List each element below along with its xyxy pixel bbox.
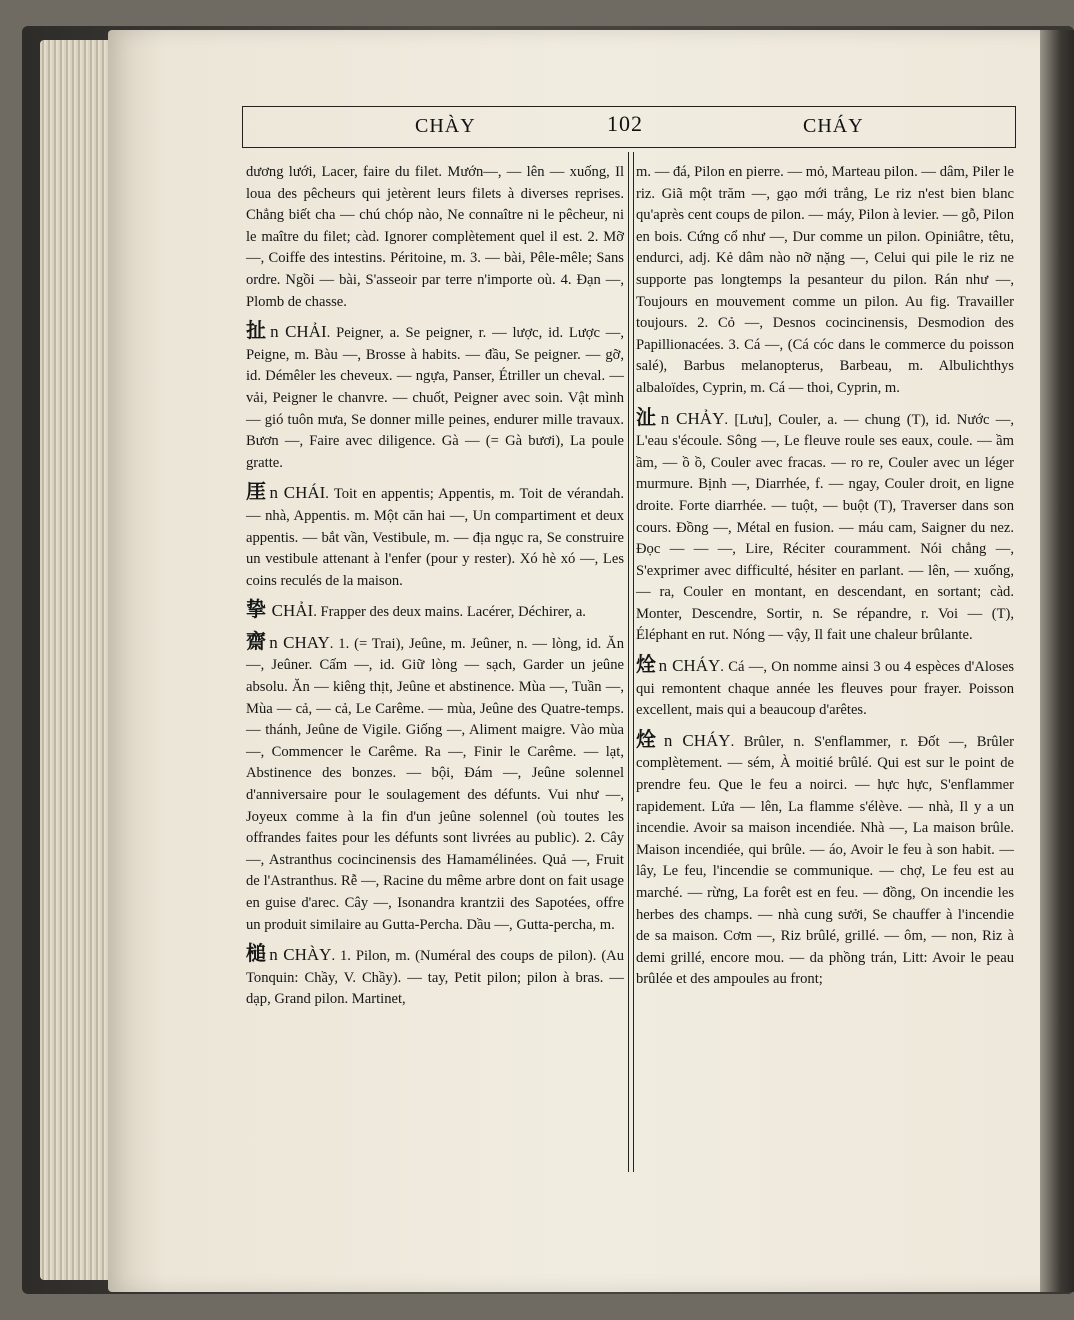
han-character: 烇 <box>636 728 662 751</box>
dictionary-entry <box>636 655 1014 722</box>
entry-headword: n CHẢY <box>660 408 725 428</box>
dictionary-entry <box>636 730 1014 991</box>
entry-headword: n CHÁY <box>658 656 721 676</box>
entry-headword: n CHÀY <box>269 945 332 965</box>
dictionary-entry <box>246 632 624 936</box>
dictionary-entry <box>246 600 624 624</box>
dictionary-entry <box>636 162 1014 400</box>
entry-text: . Frapper des deux mains. Lacérer, Déchirer, a. <box>313 604 586 621</box>
dictionary-entry <box>246 482 624 592</box>
dictionary-entry <box>246 944 624 1011</box>
entry-headword: n CHAY <box>269 632 330 652</box>
entry-text: m. — đá, Pilon en pierre. — mỏ, Marteau pilon. — dâm, Piler le riz. Giã một trăm —, gạo mới trắng, Le riz n'est bien blanc qu'après cent coups de pilon. — máy, Pilon à levier. — gỗ, Pilon en bois. Cứng cổ như —, Dur comme un pilon. Opiniâtre, têtu, endurci, adj. Kẻ dâm nào nỡ nặng —, Celui qui pile le riz ne supporte pas longtemps la pesanteur du pilon. Rán như —, Toujours en mouvement comme un pilon. Au fig. Travailler toujours. 2. Cỏ —, Desnos cocincinensis, Desmodion des Papillionacées. 3. Cá —, (Cá cóc dans le commerce du poisson salé), Barbus melanopterus, Barbeau, m. Albulichthys albaloïdes, Cyprin, m. Cá — thoi, Cyprin, m. <box>636 164 1014 396</box>
entry-text: . Cá —, On nomme ainsi 3 ou 4 espèces d'Aloses qui remontent chaque année les fleuves pour frayer. Poisson excellent, mais qui a beaucoup d'arêtes. <box>636 659 1015 719</box>
left-column <box>246 162 624 1011</box>
header-left-word: CHÀY <box>415 115 476 137</box>
page-shadow <box>1040 30 1074 1292</box>
page-number: 102 <box>607 111 643 136</box>
han-character: 挚 <box>246 599 266 622</box>
entry-headword: CHẢI <box>271 601 314 621</box>
right-column <box>636 162 1014 991</box>
entry-headword: n CHÁY <box>663 730 731 750</box>
entry-text: . 1. (= Trai), Jeûne, m. Jeûner, n. — lòng, id. Ăn —, Jeûner. Cấm —, id. Giữ lòng — sạch, Garder un jeûne absolu. Ăn — kiêng thịt, Jeûne et abstinence. Mùa —, Tuần —, Mùa — cả, — cả, Le Carême. — mùa, Jeûne des Quatre-temps. — thánh, Jeûne de Vigile. Giống —, Aliment maigre. Vào mùa —, Commencer le Carême. Ra —, Finir le Carême. — lạt, Abstinence des bonzes. — bội, Đám —, Jeûne solennel d'anniversaire pour le soulagement des défunts. Vui như —, Joyeux comme à la fin d'un jeûne solennel (où toutes les offrandes faites pour les défunts sont livrées au public). 2. Cây —, Astranthus cocincinensis des Hamamélinées. Quả —, Fruit de l'Astranthus. Rễ —, Racine du même arbre dont on fait usage en guise d'arec. Cây —, Isonandra krantzii des Sapotées, offre un produit similaire au Gutta-Percha. Dầu —, Gutta-percha, m. <box>246 635 625 933</box>
entry-text: . Toit en appentis; Appentis, m. Toit de vérandah. — nhà, Appentis. m. Một căn hai —, Un compartiment et deux appentis. — bắt vần, Vestibule, m. — địa ngục ra, Se construire un vestibule attenant à l'enfer (pour y rester). Xó hè xó —, Les coins reculés de la maison. <box>246 486 624 589</box>
column-divider <box>628 152 634 1172</box>
entry-text: . 1. Pilon, m. (Numéral des coups de pilon). (Au Tonquin: Chầy, V. Chầy). — tay, Petit pilon; pilon à bras. — dạp, Grand pilon. Martinet, <box>246 948 625 1008</box>
han-character: 槌 <box>246 943 268 966</box>
header-right-word: CHÁY <box>803 115 864 137</box>
entry-text: . [Lưu], Couler, a. — chung (T), id. Nước —, L'eau s'écoule. Sông —, Le fleuve roule ses eaux, coule. — ầm ầm, — ồ ồ, Couler avec fracas. — ro re, Couler avec un léger murmure. Bịnh —, Diarrhée, f. — ngay, Couler droit, en ligne droite. Forte diarrhée. — tuột, — buột (T), Traverser dans son cours. Đồng —, Métal en fusion. — máu cam, Saigner du nez. Đọc — — —, Lire, Réciter couramment. Nói chẳng —, S'exprimer avec difficulté, hésiter en parlant. — lên, — xuống, — ra, Couler en montant, en descendant, en sortant; càd. Monter, Descendre, Sortir, n. Se répandre, r. Voi — (T), Éléphant en rut. Nóng — vậy, Il fait une chaleur brûlante. <box>636 411 1015 644</box>
han-character: 沚 <box>636 406 659 429</box>
entry-headword: n CHÁI <box>269 483 326 503</box>
entry-text: . Brûler, n. S'enflammer, r. Đốt —, Brûler complètement. — sém, À moitié brûlé. Qui est sur le point de prendre feu. Que le feu a noirci. — hực hực, S'enflammer rapidement. Lửa — lên, La flamme s'élève. — nhà, Il y a un incendie. Avoir sa maison incendiée. Nhà —, La maison brûle. Maison incendiée, qui brûle. — áo, Avoir le feu à son habit. — lây, Le feu, l'incendie se communique. — chợ, Le feu est au marché. — rừng, La forêt est en feu. — đồng, On incendie les herbes des champs. — nhà cung sưởi, Se chauffer à l'incendie de sa maison. Cơm —, Riz brûlé, grillé. — ôm, — non, Riz à demi grillé, encore mou. — da phồng trán, Litt: Avoir le peau brûlée et des ampoules au front; <box>636 733 1014 988</box>
entry-text: . Peigner, a. Se peigner, r. — lược, id. Lược —, Peigne, m. Bàu —, Brosse à habits. — đầu, Se peigner. — gỡ, id. Démêler les cheveux. — ngựa, Panser, Étriller un cheval. — vải, Peigner le chanvre. — chuốt, Peigner avec soin. Vật mình — gió tuôn mưa, Se donner mille peines, endurer mille travaux. Bươn —, Faire avec diligence. Gà — (= Gà bươi), La poule gratte. <box>246 325 625 471</box>
han-character: 齋 <box>246 630 268 653</box>
entry-headword: n CHẢI <box>270 322 327 342</box>
running-header <box>242 106 1016 148</box>
han-character: 扯 <box>246 320 269 343</box>
han-character: 厓 <box>246 481 268 504</box>
dictionary-entry <box>246 162 624 313</box>
entry-text: dương lưới, Lacer, faire du filet. Mướn—, — lên — xuống, Il loua des pêcheurs qui jetèrent leurs filets à diverses reprises. Chẳng biết cha — chú chóp nào, Ne connaître ni le pêcheur, ni le maître du filet; càd. Ignorer complètement quel il est. 2. Mỡ —, Coiffe des intestins. Péritoine, m. 3. — bài, Pêle-mêle; Sans ordre. Ngồi — bài, S'asseoir par terre n'importe où. 4. Đạn —, Plomb de chasse. <box>246 164 624 310</box>
dictionary-entry <box>246 321 624 474</box>
han-character: 烇 <box>636 654 657 677</box>
dictionary-entry <box>636 408 1014 648</box>
